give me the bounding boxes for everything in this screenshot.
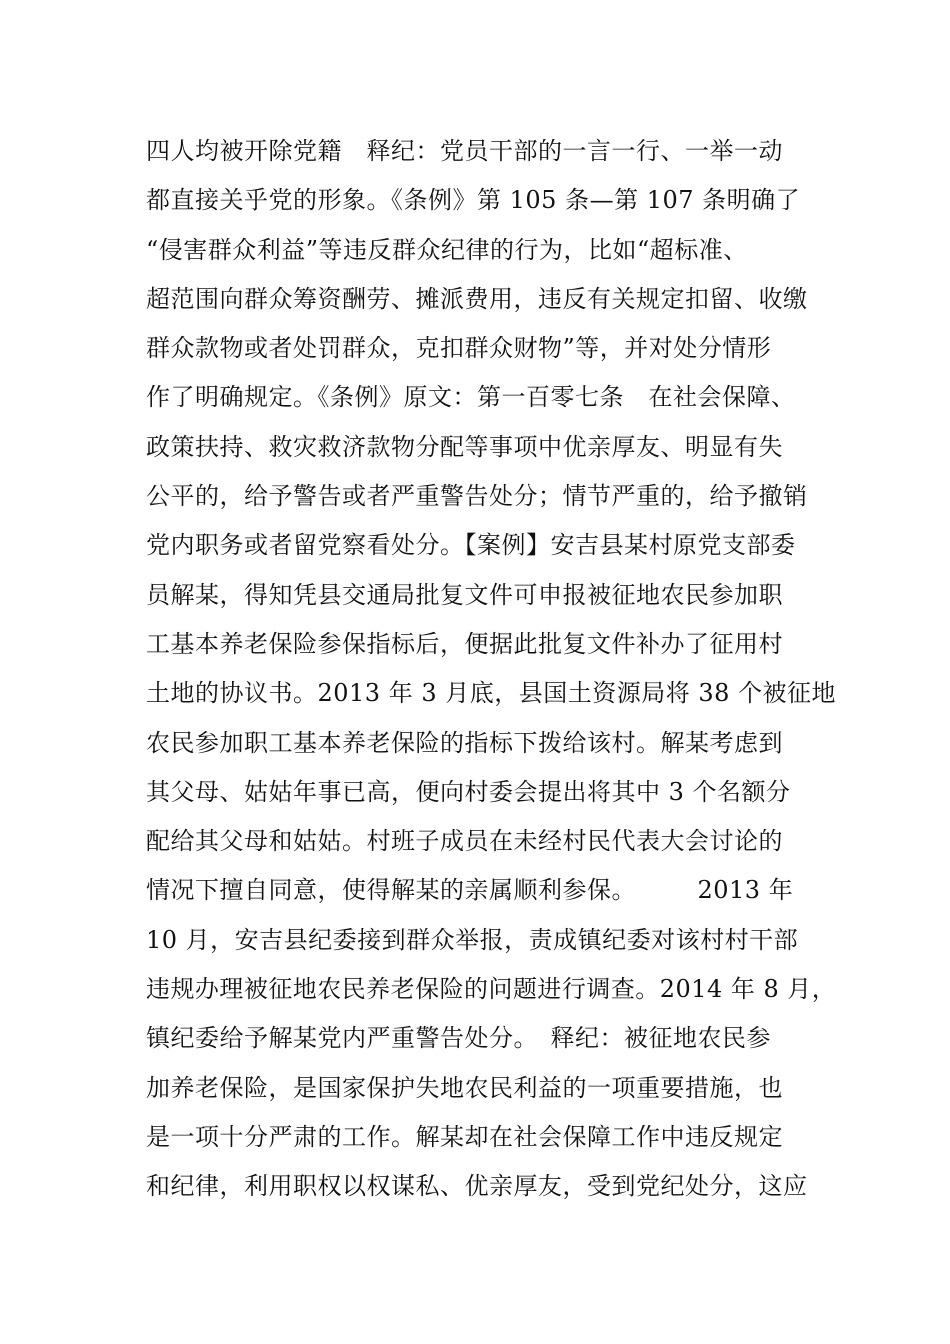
- text-line: 党内职务或者留党察看处分。【案例】安吉县某村原党支部委: [146, 531, 796, 560]
- text-line: 镇纪委给予解某党内严重警告处分。 释纪：被征地农民参: [146, 1024, 771, 1053]
- text-line: 四人均被开除党籍 释纪：党员干部的一言一行、一举一动: [146, 137, 783, 165]
- text-line: 公平的，给予警告或者严重警告处分；情节严重的，给予撤销: [146, 482, 808, 511]
- text-line: 作了明确规定。《条例》原文：第一百零七条 在社会保障、: [146, 383, 796, 412]
- text-line: “侵害群众利益”等违反群众纪律的行为，比如“超标准、: [146, 235, 748, 264]
- text-line: 工基本养老保险参保指标后，便据此批复文件补办了征用村: [146, 629, 783, 658]
- text-line: 都直接关乎党的形象。《条例》第 105 条—第 107 条明确了: [146, 186, 801, 215]
- body-text: [146, 127, 836, 1212]
- text-line: 配给其父母和姑姑。村班子成员在未经村民代表大会讨论的: [146, 827, 783, 856]
- text-line: 情况下擅自同意，使得解某的亲属顺利参保。 2013 年: [146, 876, 794, 905]
- text-line: 和纪律，利用职权以权谋私、优亲厚友，受到党纪处分，这应: [146, 1172, 808, 1201]
- text-line: 其父母、姑姑年事已高，便向村委会提出将其中 3 个名额分: [146, 777, 791, 806]
- text-line: 10 月，安吉县纪委接到群众举报，责成镇纪委对该村村干部: [146, 925, 799, 954]
- text-line: 员解某，得知凭县交通局批复文件可申报被征地农民参加职: [146, 580, 783, 609]
- text-line: 群众款物或者处罚群众，克扣群众财物”等，并对处分情形: [146, 334, 772, 363]
- text-line: 土地的协议书。2013 年 3 月底，县国土资源局将 38 个被征地: [146, 679, 837, 708]
- text-line: 政策扶持、救灾救济款物分配等事项中优亲厚友、明显有失: [146, 432, 783, 461]
- text-line: 加养老保险，是国家保护失地农民利益的一项重要措施，也: [146, 1073, 783, 1102]
- text-line: 违规办理被征地农民养老保险的问题进行调查。2014 年 8 月，: [146, 975, 837, 1004]
- text-line: 是一项十分严肃的工作。解某却在社会保障工作中违反规定: [146, 1122, 783, 1151]
- text-line: 超范围向群众筹资酬劳、摊派费用，违反有关规定扣留、收缴: [146, 284, 808, 313]
- text-line: 农民参加职工基本养老保险的指标下拨给该村。解某考虑到: [146, 728, 783, 757]
